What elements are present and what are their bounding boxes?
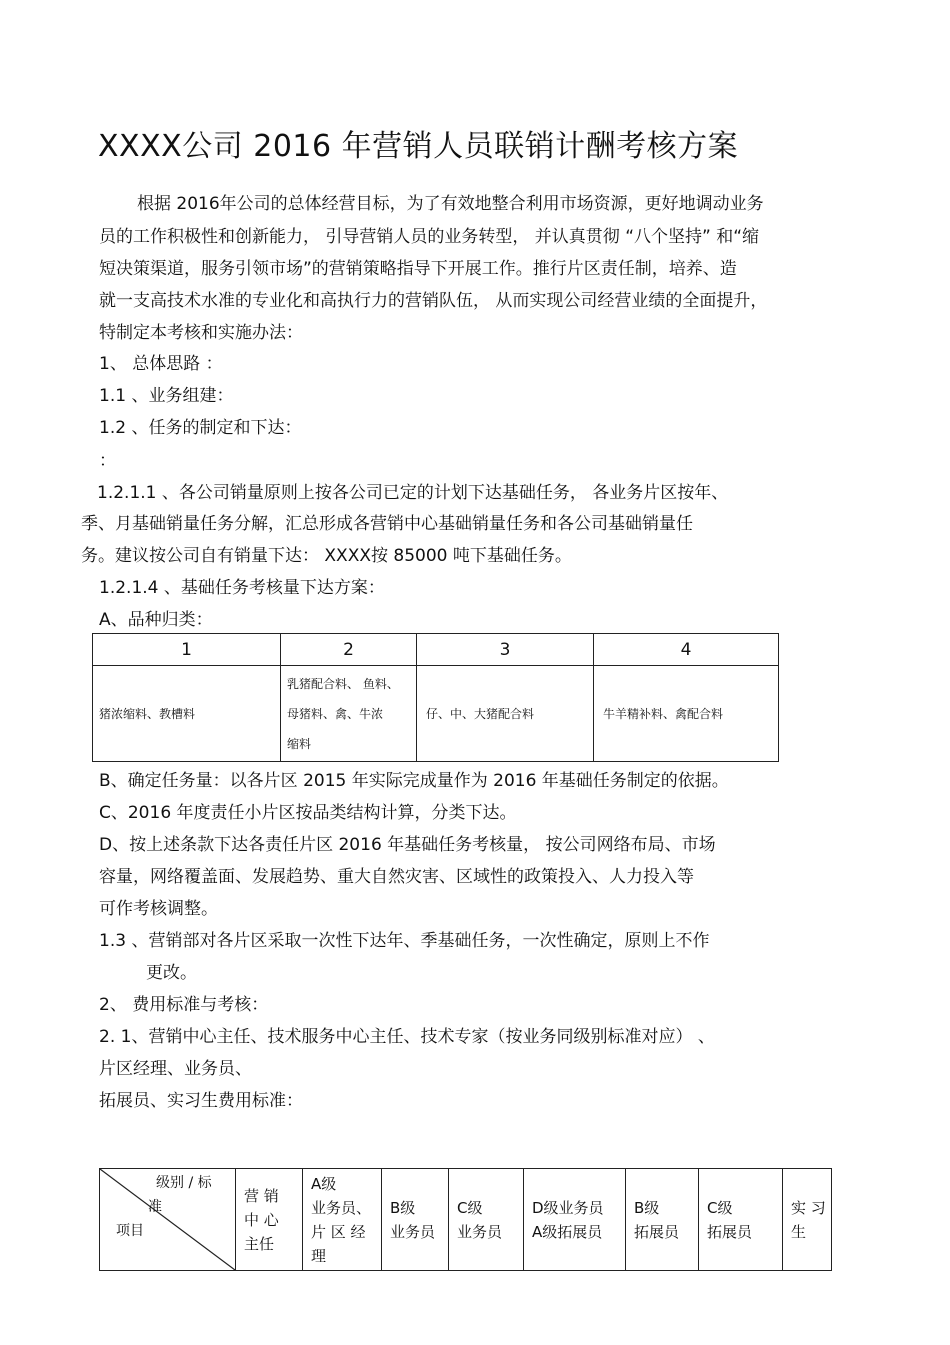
header-label-mid: 准 (148, 1199, 162, 1215)
section-heading: A、品种归类： (99, 610, 213, 630)
cell-line: 实 习 (791, 1198, 826, 1217)
paragraph-line: 1.3 、营销部对各片区采取一次性下达年、季基础任务，一次性确定，原则上不作 (99, 931, 710, 951)
paragraph-line: B、确定任务量：以各片区 2015 年实际完成量作为 2016 年基础任务制定的依据。 (99, 771, 729, 791)
cell-line: B级 (634, 1198, 660, 1217)
paragraph-line: 容量，网络覆盖面、发展趋势、重大自然灾害、区域性的政策投入、人力投入等 (99, 867, 694, 887)
expense-standard-table (99, 1168, 832, 1271)
cell-line: 业务员 (390, 1222, 436, 1241)
cell-line: 中 心 (244, 1210, 279, 1229)
table-header-cell (382, 1169, 449, 1271)
table-header-cell (303, 1169, 382, 1271)
cell-line: 拓展员 (707, 1222, 753, 1241)
table-cell (281, 666, 417, 762)
header-label-top: 级别 / 标 (156, 1175, 212, 1191)
paragraph-line: 短决策渠道，服务引领市场”的营销策略指导下开展工作。推行片区责任制，培养、造 (99, 259, 737, 279)
cell-line: 片 区 经 (311, 1222, 366, 1241)
section-heading: 2、 费用标准与考核： (99, 995, 269, 1015)
cell-line: 拓展员 (634, 1222, 680, 1241)
table-cell: 猪浓缩料、教槽料 (93, 666, 281, 762)
category-table (92, 633, 779, 762)
cell-line: 主任 (244, 1234, 275, 1253)
paragraph-line: ： (99, 451, 116, 471)
paragraph-line: 更改。 (146, 963, 197, 983)
table-header-cell (524, 1169, 626, 1271)
cell-line: 理 (311, 1246, 327, 1265)
table-cell: 仔、中、大猪配合料 (417, 666, 594, 762)
table-cell: 牛羊精补料、禽配合料 (594, 666, 779, 762)
cell-line: A级拓展员 (532, 1222, 603, 1241)
paragraph-line: 特制定本考核和实施办法： (99, 323, 303, 343)
cell-line: C级 (457, 1198, 483, 1217)
cell-line: 业务员、 (311, 1198, 372, 1217)
table-header-cell (236, 1169, 303, 1271)
header-label-bottom: 项目 (116, 1223, 144, 1239)
document-title: XXXX公司 2016 年营销人员联销计酬考核方案 (98, 129, 739, 164)
table-header-cell: 1 (93, 634, 281, 666)
paragraph-line: 可作考核调整。 (99, 899, 218, 919)
table-header-cell (449, 1169, 524, 1271)
paragraph-line: 就一支高技术水准的专业化和高执行力的营销队伍， 从而实现公司经营业绩的全面提升， (99, 291, 768, 311)
section-heading: 1.2 、任务的制定和下达： (99, 418, 302, 438)
table-header-cell (783, 1169, 832, 1271)
cell-line: A级 (311, 1174, 337, 1193)
cell-line: 缩料 (287, 736, 312, 751)
paragraph-line: 根据 2016年公司的总体经营目标，为了有效地整合利用市场资源，更好地调动业务 (137, 194, 764, 214)
paragraph-line: 员的工作积极性和创新能力， 引导营销人员的业务转型， 并认真贯彻 “八个坚持” 和“缩 (99, 227, 760, 247)
paragraph-line: 片区经理、业务员、 (99, 1059, 252, 1079)
cell-line: 营 销 (244, 1186, 279, 1205)
table-header-cell: 4 (594, 634, 779, 666)
paragraph-line: D、按上述条款下达各责任片区 2016 年基础任务考核量， 按公司网络布局、市场 (99, 835, 716, 855)
table-header-cell: 2 (281, 634, 417, 666)
paragraph-line: 务。建议按公司自有销量下达： XXXX按 85000 吨下基础任务。 (81, 546, 572, 566)
table-header-cell (699, 1169, 783, 1271)
paragraph-line: 季、月基础销量任务分解，汇总形成各营销中心基础销量任务和各公司基础销量任 (81, 514, 693, 534)
cell-line: 生 (791, 1222, 807, 1241)
paragraph-line: 1.2.1.1 、各公司销量原则上按各公司已定的计划下达基础任务， 各业务片区按年、 (97, 483, 729, 503)
section-heading: 1.1 、业务组建： (99, 386, 234, 406)
diagonal-header-cell (100, 1169, 236, 1271)
table-header-cell: 3 (417, 634, 594, 666)
cell-line: D级业务员 (532, 1198, 604, 1217)
table-header-cell (626, 1169, 699, 1271)
cell-line: B级 (390, 1198, 416, 1217)
paragraph-line: 2. 1、营销中心主任、技术服务中心主任、技术专家（按业务同级别标准对应） 、 (99, 1027, 715, 1047)
paragraph-line: C、2016 年度责任小片区按品类结构计算，分类下达。 (99, 803, 517, 823)
cell-line: C级 (707, 1198, 733, 1217)
cell-line: 母猪料、禽、牛浓 (287, 706, 384, 721)
section-heading: 1.2.1.4 、基础任务考核量下达方案： (99, 578, 385, 598)
cell-line: 乳猪配合料、 鱼料、 (287, 676, 399, 691)
cell-line: 业务员 (457, 1222, 503, 1241)
paragraph-line: 拓展员、实习生费用标准： (99, 1091, 303, 1111)
section-heading: 1、 总体思路 ： (99, 354, 223, 374)
